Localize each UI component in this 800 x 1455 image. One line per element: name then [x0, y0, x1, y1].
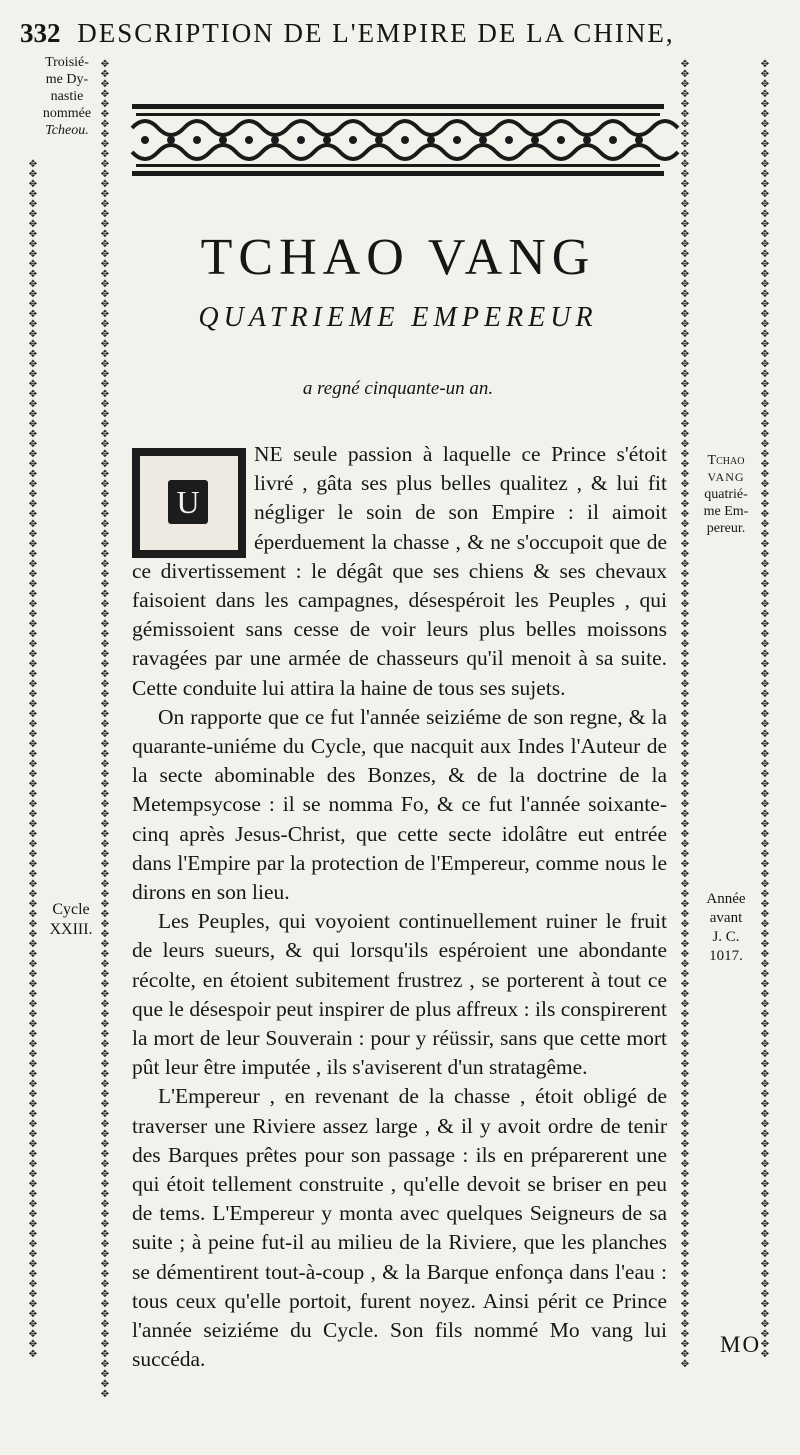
- running-header: [20, 18, 790, 49]
- headpiece-ornament: [132, 102, 664, 178]
- chapter-title: TCHAO VANG: [200, 229, 596, 286]
- paragraph-3: Les Peuples, qui voyoient continuellement ruiner le fruit de leurs sueurs, & qui lorsqu'ils espéroient une abondante récolte, en étoient subitement frustrez , se porterent à tout ce que le désespoir peut inspirer de plus affreux : ils conspirerent la mort de leur Souverain : pour y réüssir, sans que cette mort pût leur être imputée , ils s'aviserent d'un stratagême.: [132, 909, 667, 1080]
- paragraph-2: On rapporte que ce fut l'année seiziéme de son regne, & la quarante-uniéme du Cycle, que nacquit aux Indes l'Auteur de la secte abominable des Bonzes, & de la doctrine de la Metempsycose : il se nomma Fo, & ce fut l'année soixante-cinq après Jesus-Christ, que cette secte idolâtre eut entrée dans l'Empire par la protection de l'Empereur, comme nous le dirons en son lieu.: [132, 704, 667, 905]
- catchword: MO: [720, 1332, 762, 1357]
- margin-note-dynasty: Troisié- me Dy- nastie nommée Tcheou.: [42, 55, 92, 138]
- page-number: 332: [20, 18, 61, 48]
- outer-right-ornament-rule: ✥ ✥ ✥ ✥ ✥ ✥ ✥ ✥ ✥ ✥ ✥ ✥ ✥ ✥ ✥ ✥ ✥ ✥ ✥ ✥ ✥ ✥ ✥ ✥ ✥ ✥ ✥ ✥ ✥ ✥ ✥ ✥ ✥ ✥ ✥ ✥ ✥ ✥ ✥ ✥ ✥ ✥ ✥ ✥ ✥ ✥ ✥ ✥ ✥ ✥ ✥ ✥ ✥ ✥ ✥ ✥ ✥ ✥ ✥ ✥ ✥ ✥ ✥ ✥ ✥ ✥ ✥ ✥ ✥ ✥ ✥ ✥ ✥ ✥ ✥ ✥ ✥ ✥ ✥ ✥ ✥ ✥ ✥ ✥ ✥ ✥ ✥ ✥ ✥ ✥ ✥ ✥ ✥ ✥ ✥ ✥ ✥ ✥ ✥ ✥ ✥ ✥ ✥ ✥ ✥ ✥ ✥ ✥ ✥ ✥ ✥ ✥ ✥ ✥ ✥ ✥ ✥ ✥ ✥ ✥ ✥ ✥ ✥ ✥ ✥ ✥ ✥ ✥ ✥ ✥: [760, 59, 770, 1360]
- reign-line: a regné cinquante-un an.: [302, 378, 494, 399]
- running-title: DESCRIPTION DE L'EMPIRE DE LA CHINE,: [77, 18, 675, 48]
- chapter-subtitle: QUATRIEME EMPEREUR: [198, 302, 598, 333]
- drop-cap-letter: U: [168, 480, 208, 524]
- outer-left-ornament-rule: ✥ ✥ ✥ ✥ ✥ ✥ ✥ ✥ ✥ ✥ ✥ ✥ ✥ ✥ ✥ ✥ ✥ ✥ ✥ ✥ ✥ ✥ ✥ ✥ ✥ ✥ ✥ ✥ ✥ ✥ ✥ ✥ ✥ ✥ ✥ ✥ ✥ ✥ ✥ ✥ ✥ ✥ ✥ ✥ ✥ ✥ ✥ ✥ ✥ ✥ ✥ ✥ ✥ ✥ ✥ ✥ ✥ ✥ ✥ ✥ ✥ ✥ ✥ ✥ ✥ ✥ ✥ ✥ ✥ ✥ ✥ ✥ ✥ ✥ ✥ ✥ ✥ ✥ ✥ ✥ ✥ ✥ ✥ ✥ ✥ ✥ ✥ ✥ ✥ ✥ ✥ ✥ ✥ ✥ ✥ ✥ ✥ ✥ ✥ ✥ ✥ ✥ ✥ ✥ ✥ ✥ ✥ ✥ ✥ ✥ ✥ ✥ ✥ ✥ ✥ ✥ ✥ ✥ ✥ ✥: [28, 159, 38, 1360]
- margin-note-year: Année avant J. C. 1017.: [706, 891, 746, 964]
- margin-note-emperor: Tchao VANG quatrié- me Em- pereur.: [703, 453, 749, 536]
- paragraph-4: L'Empereur , en revenant de la chasse , étoit obligé de traverser une Riviere assez large , & il y avoit ordre de tenir des Barques prêtes pour son passage : ils en préparerent une qui étoit tellement construite , qu'elle devoit se briser en peu de tems. L'Empereur y monta avec quelques Seigneurs de sa suite ; à peine fut-il au milieu de la Riviere, que les planches se démentirent tout-à-coup , & la Barque enfonça dans l'eau : tous ceux qu'elle portoit, furent noyez. Ainsi périt ce Prince l'année seiziéme du Cycle. Son fils nommé Mo vang lui succéda.: [132, 1084, 667, 1372]
- left-ornament-rule: ✥ ✥ ✥ ✥ ✥ ✥ ✥ ✥ ✥ ✥ ✥ ✥ ✥ ✥ ✥ ✥ ✥ ✥ ✥ ✥ ✥ ✥ ✥ ✥ ✥ ✥ ✥ ✥ ✥ ✥ ✥ ✥ ✥ ✥ ✥ ✥ ✥ ✥ ✥ ✥ ✥ ✥ ✥ ✥ ✥ ✥ ✥ ✥ ✥ ✥ ✥ ✥ ✥ ✥ ✥ ✥ ✥ ✥ ✥ ✥ ✥ ✥ ✥ ✥ ✥ ✥ ✥ ✥ ✥ ✥ ✥ ✥ ✥ ✥ ✥ ✥ ✥ ✥ ✥ ✥ ✥ ✥ ✥ ✥ ✥ ✥ ✥ ✥ ✥ ✥ ✥ ✥ ✥ ✥ ✥ ✥ ✥ ✥ ✥ ✥ ✥ ✥ ✥ ✥ ✥ ✥ ✥ ✥ ✥ ✥ ✥ ✥ ✥ ✥ ✥ ✥ ✥ ✥ ✥ ✥ ✥ ✥ ✥ ✥ ✥ ✥ ✥ ✥ ✥ ✥ ✥ ✥ ✥ ✥: [100, 59, 110, 1400]
- paragraph-1: NE seule passion à laquelle ce Prince s'étoit livré , gâta ses plus belles qualitez , & lui fit négliger le soin de son Empire : il aimoit éperduement la chasse , & ne s'occupoit que de ce divertissement : le dégât que ses chiens & ses chevaux faisoient dans les campagnes, désespéroit les Peuples , qui gémissoient sans cesse de voir leurs plus belles moissons ravagées par une armée de chasseurs qu'il menoit à sa suite. Cette conduite lui attira la haine de tous ses sujets.: [132, 442, 667, 700]
- margin-note-cycle: Cycle XXIII.: [49, 901, 93, 938]
- body-text: [132, 440, 667, 1375]
- right-ornament-rule: ✥ ✥ ✥ ✥ ✥ ✥ ✥ ✥ ✥ ✥ ✥ ✥ ✥ ✥ ✥ ✥ ✥ ✥ ✥ ✥ ✥ ✥ ✥ ✥ ✥ ✥ ✥ ✥ ✥ ✥ ✥ ✥ ✥ ✥ ✥ ✥ ✥ ✥ ✥ ✥ ✥ ✥ ✥ ✥ ✥ ✥ ✥ ✥ ✥ ✥ ✥ ✥ ✥ ✥ ✥ ✥ ✥ ✥ ✥ ✥ ✥ ✥ ✥ ✥ ✥ ✥ ✥ ✥ ✥ ✥ ✥ ✥ ✥ ✥ ✥ ✥ ✥ ✥ ✥ ✥ ✥ ✥ ✥ ✥ ✥ ✥ ✥ ✥ ✥ ✥ ✥ ✥ ✥ ✥ ✥ ✥ ✥ ✥ ✥ ✥ ✥ ✥ ✥ ✥ ✥ ✥ ✥ ✥ ✥ ✥ ✥ ✥ ✥ ✥ ✥ ✥ ✥ ✥ ✥ ✥ ✥ ✥ ✥ ✥ ✥ ✥ ✥ ✥ ✥ ✥ ✥: [680, 59, 690, 1370]
